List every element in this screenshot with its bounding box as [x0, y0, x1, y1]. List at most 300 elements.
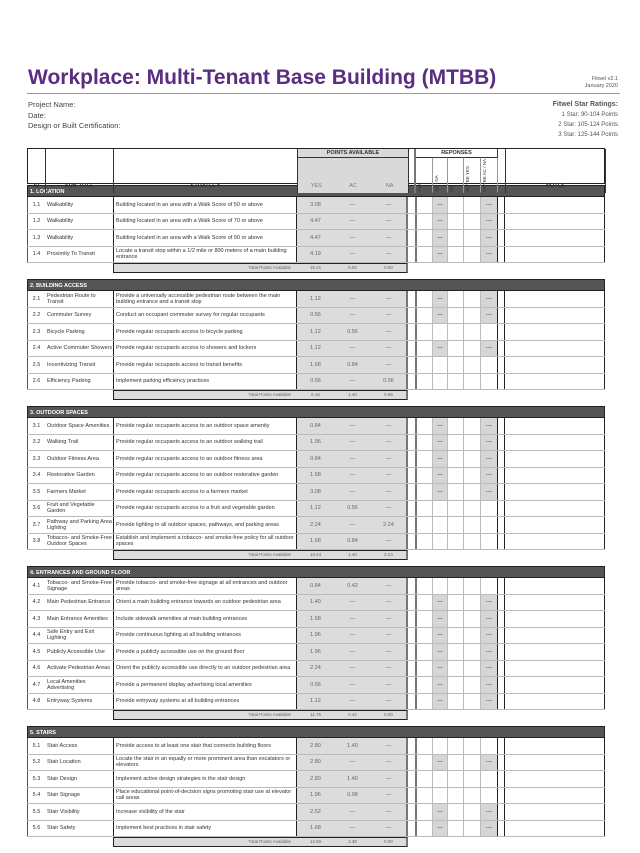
response-yes-cell[interactable] [415, 357, 432, 373]
points-yes: 1.40 [297, 595, 334, 611]
notes-cell[interactable] [505, 501, 605, 517]
response-no-cell[interactable] [447, 484, 463, 500]
response-maybe-acna-cell[interactable]: — [480, 247, 497, 263]
response-acna-cell[interactable] [432, 771, 447, 787]
response-no-cell[interactable] [447, 291, 463, 307]
notes-cell[interactable] [505, 230, 605, 246]
response-maybe-acna-cell[interactable]: — [480, 595, 497, 611]
response-maybe-yes-cell[interactable] [463, 435, 480, 451]
response-maybe-acna-cell[interactable]: — [480, 291, 497, 307]
response-maybe-acna-cell[interactable]: — [480, 418, 497, 434]
notes-cell[interactable] [505, 357, 605, 373]
row-id: 3.6 [27, 501, 45, 517]
row-subtitle: Tobacco- and Smoke-Free Outdoor Spaces [47, 535, 112, 548]
spacer [497, 694, 505, 710]
points-yes: 1.12 [297, 291, 334, 307]
response-no-cell[interactable] [447, 611, 463, 627]
response-no-cell[interactable] [447, 341, 463, 357]
notes-cell[interactable] [505, 694, 605, 710]
table-row [27, 755, 605, 772]
table-row [27, 694, 605, 711]
response-no-cell[interactable] [447, 804, 463, 820]
points-ac: 0.56 [334, 501, 371, 517]
col-r-yes: YES [416, 158, 433, 193]
points-na: — [371, 324, 408, 340]
response-maybe-acna-cell[interactable] [480, 501, 497, 517]
response-maybe-yes-cell[interactable] [463, 694, 480, 710]
response-no-cell[interactable] [447, 374, 463, 390]
total-value: 16.21 [297, 263, 334, 273]
response-maybe-yes-cell[interactable] [463, 534, 480, 550]
spacer [408, 214, 415, 230]
points-na: — [371, 694, 408, 710]
response-yes-cell[interactable] [415, 501, 432, 517]
response-maybe-acna-cell[interactable]: — [480, 644, 497, 660]
response-no-cell[interactable] [447, 677, 463, 693]
response-yes-cell[interactable] [415, 534, 432, 550]
response-no-cell[interactable] [447, 197, 463, 213]
points-yes: 2.24 [297, 661, 334, 677]
response-no-cell[interactable] [447, 230, 463, 246]
response-maybe-acna-cell[interactable]: — [480, 611, 497, 627]
row-subtitle: Stair Access [47, 742, 78, 749]
response-no-cell[interactable] [447, 324, 463, 340]
points-ac: — [334, 341, 371, 357]
response-yes-cell[interactable] [415, 738, 432, 754]
spacer [408, 644, 415, 660]
col-r-maybe-yes: MAYBE YES [464, 158, 481, 193]
spacer [497, 341, 505, 357]
response-no-cell[interactable] [447, 628, 463, 644]
response-yes-cell[interactable] [415, 517, 432, 533]
response-maybe-yes-cell[interactable] [463, 611, 480, 627]
spacer [27, 837, 45, 847]
notes-cell[interactable] [505, 418, 605, 434]
response-yes-cell[interactable] [415, 247, 432, 263]
response-no-cell[interactable] [447, 247, 463, 263]
response-yes-cell[interactable] [415, 821, 432, 837]
notes-cell[interactable] [505, 661, 605, 677]
row-strategy: Provide regular occupants access to bicycle parking [113, 324, 297, 340]
response-acna-cell[interactable] [432, 578, 447, 594]
response-maybe-acna-cell[interactable]: — [480, 821, 497, 837]
points-ac: — [334, 755, 371, 771]
row-subtitle: Outdoor Fitness Area [47, 455, 99, 462]
response-maybe-acna-cell[interactable]: — [480, 677, 497, 693]
response-maybe-yes-cell[interactable] [463, 484, 480, 500]
response-yes-cell[interactable] [415, 788, 432, 804]
row-subtitle: Stair Signage [47, 792, 81, 799]
response-acna-cell[interactable]: — [432, 451, 447, 467]
notes-cell[interactable] [505, 788, 605, 804]
table-row [27, 341, 605, 358]
row-subtitle: Commuter Survey [47, 312, 92, 319]
response-acna-cell[interactable] [432, 357, 447, 373]
response-acna-cell[interactable]: — [432, 291, 447, 307]
notes-cell[interactable] [505, 214, 605, 230]
notes-cell[interactable] [505, 534, 605, 550]
response-maybe-yes-cell[interactable] [463, 788, 480, 804]
response-acna-cell[interactable]: — [432, 484, 447, 500]
response-maybe-yes-cell[interactable] [463, 247, 480, 263]
response-yes-cell[interactable] [415, 628, 432, 644]
response-yes-cell[interactable] [415, 341, 432, 357]
row-id: 2.4 [27, 341, 45, 357]
points-na: — [371, 247, 408, 263]
response-maybe-yes-cell[interactable] [463, 738, 480, 754]
response-no-cell[interactable] [447, 451, 463, 467]
response-maybe-yes-cell[interactable] [463, 578, 480, 594]
response-maybe-acna-cell[interactable] [480, 788, 497, 804]
response-maybe-yes-cell[interactable] [463, 324, 480, 340]
notes-cell[interactable] [505, 374, 605, 390]
col-r-acna: AC / NA [433, 158, 448, 193]
response-acna-cell[interactable]: — [432, 214, 447, 230]
notes-cell[interactable] [505, 804, 605, 820]
date-label: Date: [28, 110, 46, 120]
notes-cell[interactable] [505, 771, 605, 787]
points-ac: — [334, 804, 371, 820]
response-maybe-yes-cell[interactable] [463, 595, 480, 611]
response-yes-cell[interactable] [415, 595, 432, 611]
response-acna-cell[interactable]: — [432, 821, 447, 837]
response-yes-cell[interactable] [415, 661, 432, 677]
response-maybe-yes-cell[interactable] [463, 374, 480, 390]
points-ac: — [334, 435, 371, 451]
notes-cell[interactable] [505, 324, 605, 340]
response-acna-cell[interactable]: — [432, 644, 447, 660]
response-yes-cell[interactable] [415, 468, 432, 484]
spacer [45, 550, 113, 560]
response-maybe-yes-cell[interactable] [463, 804, 480, 820]
response-yes-cell[interactable] [415, 484, 432, 500]
response-maybe-yes-cell[interactable] [463, 677, 480, 693]
notes-cell[interactable] [505, 628, 605, 644]
response-maybe-acna-cell[interactable]: — [480, 214, 497, 230]
response-yes-cell[interactable] [415, 374, 432, 390]
points-ac: — [334, 644, 371, 660]
row-id: 4.2 [27, 595, 45, 611]
response-no-cell[interactable] [447, 694, 463, 710]
col-r-maybe-acna: MAYBE AC / NA [481, 158, 498, 193]
response-maybe-yes-cell[interactable] [463, 308, 480, 324]
response-yes-cell[interactable] [415, 230, 432, 246]
table-row [27, 578, 605, 595]
response-acna-cell[interactable] [432, 324, 447, 340]
response-acna-cell[interactable]: — [432, 694, 447, 710]
row-subtitle: Pathway and Parking Area Lighting [47, 518, 112, 531]
response-yes-cell[interactable] [415, 197, 432, 213]
row-id: 3.4 [27, 468, 45, 484]
response-maybe-acna-cell[interactable] [480, 578, 497, 594]
response-acna-cell[interactable]: — [432, 435, 447, 451]
spacer [408, 661, 415, 677]
response-yes-cell[interactable] [415, 611, 432, 627]
points-na: — [371, 197, 408, 213]
response-acna-cell[interactable]: — [432, 755, 447, 771]
row-strategy: Building located in an area with a Walk Score of 70 or above [113, 214, 297, 230]
response-acna-cell[interactable]: — [432, 595, 447, 611]
response-yes-cell[interactable] [415, 435, 432, 451]
response-acna-cell[interactable]: — [432, 247, 447, 263]
notes-cell[interactable] [505, 595, 605, 611]
total-value: 1.40 [334, 550, 371, 560]
response-maybe-acna-cell[interactable]: — [480, 451, 497, 467]
response-maybe-yes-cell[interactable] [463, 755, 480, 771]
row-id: 3.8 [27, 534, 45, 550]
response-acna-cell[interactable]: — [432, 308, 447, 324]
row-strategy: Provide regular occupants access to an outdoor fitness area [113, 451, 297, 467]
points-na: — [371, 578, 408, 594]
response-no-cell[interactable] [447, 661, 463, 677]
spacer [497, 595, 505, 611]
spacer [408, 755, 415, 771]
response-maybe-yes-cell[interactable] [463, 357, 480, 373]
response-acna-cell[interactable] [432, 534, 447, 550]
response-maybe-yes-cell[interactable] [463, 501, 480, 517]
points-na: — [371, 788, 408, 804]
response-maybe-yes-cell[interactable] [463, 214, 480, 230]
table-row [27, 291, 605, 308]
rating-1: 1 Star: 90-104 Points [561, 112, 618, 118]
response-maybe-yes-cell[interactable] [463, 644, 480, 660]
notes-cell[interactable] [505, 644, 605, 660]
total-label: Total Points Available [113, 710, 297, 720]
response-yes-cell[interactable] [415, 804, 432, 820]
response-maybe-acna-cell[interactable] [480, 771, 497, 787]
response-acna-cell[interactable] [432, 517, 447, 533]
response-no-cell[interactable] [447, 501, 463, 517]
response-maybe-yes-cell[interactable] [463, 291, 480, 307]
response-no-cell[interactable] [447, 644, 463, 660]
notes-cell[interactable] [505, 341, 605, 357]
response-acna-cell[interactable]: — [432, 661, 447, 677]
response-maybe-acna-cell[interactable]: — [480, 628, 497, 644]
response-yes-cell[interactable] [415, 308, 432, 324]
response-maybe-acna-cell[interactable] [480, 517, 497, 533]
response-yes-cell[interactable] [415, 291, 432, 307]
response-maybe-yes-cell[interactable] [463, 628, 480, 644]
response-yes-cell[interactable] [415, 324, 432, 340]
row-id: 4.8 [27, 694, 45, 710]
response-yes-cell[interactable] [415, 644, 432, 660]
response-no-cell[interactable] [447, 435, 463, 451]
points-na: — [371, 484, 408, 500]
row-strategy: Provide regular occupants access to an outdoor walking trail [113, 435, 297, 451]
response-no-cell[interactable] [447, 418, 463, 434]
row-strategy: Provide regular occupants access to transit benefits [113, 357, 297, 373]
response-acna-cell[interactable] [432, 788, 447, 804]
response-maybe-acna-cell[interactable] [480, 357, 497, 373]
table-row [27, 644, 605, 661]
points-ac: 0.56 [334, 324, 371, 340]
total-row [27, 837, 605, 847]
row-subtitle: Walkability [47, 234, 74, 241]
notes-cell[interactable] [505, 821, 605, 837]
response-yes-cell[interactable] [415, 755, 432, 771]
points-na: — [371, 291, 408, 307]
spacer [408, 534, 415, 550]
response-maybe-acna-cell[interactable]: — [480, 468, 497, 484]
notes-cell[interactable] [505, 517, 605, 533]
points-ac: — [334, 611, 371, 627]
row-id: 2.2 [27, 308, 45, 324]
total-row [27, 263, 605, 273]
response-acna-cell[interactable] [432, 738, 447, 754]
response-maybe-yes-cell[interactable] [463, 230, 480, 246]
response-maybe-acna-cell[interactable]: — [480, 755, 497, 771]
notes-cell[interactable] [505, 677, 605, 693]
spacer [497, 324, 505, 340]
document-title: Workplace: Multi-Tenant Base Building (MTBB) [28, 66, 497, 89]
row-strategy: Provide regular occupants access to a fruit and vegetable garden [113, 501, 297, 517]
response-acna-cell[interactable]: — [432, 197, 447, 213]
col-notes: NOTES [506, 149, 606, 193]
response-no-cell[interactable] [447, 578, 463, 594]
response-no-cell[interactable] [447, 534, 463, 550]
notes-cell[interactable] [505, 197, 605, 213]
notes-cell[interactable] [505, 247, 605, 263]
response-yes-cell[interactable] [415, 694, 432, 710]
response-maybe-acna-cell[interactable] [480, 374, 497, 390]
response-maybe-yes-cell[interactable] [463, 771, 480, 787]
response-maybe-yes-cell[interactable] [463, 418, 480, 434]
response-maybe-yes-cell[interactable] [463, 821, 480, 837]
response-maybe-acna-cell[interactable] [480, 738, 497, 754]
col-subtitle: SUB-TITLE [46, 149, 114, 193]
response-no-cell[interactable] [447, 214, 463, 230]
response-maybe-acna-cell[interactable]: — [480, 804, 497, 820]
response-no-cell[interactable] [447, 738, 463, 754]
notes-cell[interactable] [505, 738, 605, 754]
notes-cell[interactable] [505, 435, 605, 451]
response-maybe-yes-cell[interactable] [463, 451, 480, 467]
row-id: 1.2 [27, 214, 45, 230]
points-na: — [371, 468, 408, 484]
table-row [27, 517, 605, 534]
response-acna-cell[interactable]: — [432, 804, 447, 820]
response-maybe-acna-cell[interactable]: — [480, 308, 497, 324]
points-na: — [371, 214, 408, 230]
response-yes-cell[interactable] [415, 418, 432, 434]
col-id: ID [28, 149, 46, 193]
title-divider [27, 93, 620, 94]
table-row [27, 435, 605, 452]
response-no-cell[interactable] [447, 771, 463, 787]
response-acna-cell[interactable]: — [432, 418, 447, 434]
response-acna-cell[interactable]: — [432, 341, 447, 357]
points-yes: 1.12 [297, 341, 334, 357]
table-row [27, 484, 605, 501]
response-acna-cell[interactable]: — [432, 677, 447, 693]
row-strategy: Locate a transit stop within a 1/2 mile or 800 meters of a main building entrance [113, 247, 297, 263]
spacer [408, 324, 415, 340]
points-yes: 1.68 [297, 611, 334, 627]
response-maybe-acna-cell[interactable] [480, 324, 497, 340]
response-maybe-acna-cell[interactable]: — [480, 341, 497, 357]
response-no-cell[interactable] [447, 517, 463, 533]
response-yes-cell[interactable] [415, 214, 432, 230]
response-no-cell[interactable] [447, 468, 463, 484]
notes-cell[interactable] [505, 755, 605, 771]
spacer [497, 468, 505, 484]
response-no-cell[interactable] [447, 755, 463, 771]
spacer [497, 374, 505, 390]
col-na: NA [385, 182, 394, 189]
response-maybe-yes-cell[interactable] [463, 517, 480, 533]
row-subtitle: Fruit and Vegetable Garden [47, 502, 95, 515]
row-subtitle: Active Commuter Showers [47, 345, 113, 352]
spacer [408, 484, 415, 500]
response-maybe-acna-cell[interactable] [480, 534, 497, 550]
rating-2: 2 Star: 105-124 Points [558, 122, 618, 128]
response-acna-cell[interactable]: — [432, 611, 447, 627]
response-maybe-acna-cell[interactable]: — [480, 435, 497, 451]
response-maybe-acna-cell[interactable]: — [480, 661, 497, 677]
response-maybe-acna-cell[interactable]: — [480, 484, 497, 500]
row-subtitle: Main Pedestrian Entrance [47, 599, 111, 606]
notes-cell[interactable] [505, 308, 605, 324]
response-acna-cell[interactable]: — [432, 230, 447, 246]
response-acna-cell[interactable] [432, 374, 447, 390]
response-maybe-acna-cell[interactable]: — [480, 230, 497, 246]
response-maybe-yes-cell[interactable] [463, 661, 480, 677]
response-yes-cell[interactable] [415, 771, 432, 787]
points-na: — [371, 611, 408, 627]
row-id: 4.3 [27, 611, 45, 627]
response-no-cell[interactable] [447, 788, 463, 804]
row-strategy: Place educational point-of-decision signs promoting stair use at elevator call areas [113, 788, 297, 804]
response-yes-cell[interactable] [415, 578, 432, 594]
row-subtitle: Proximity To Transit [47, 251, 95, 258]
response-maybe-acna-cell[interactable]: — [480, 197, 497, 213]
response-no-cell[interactable] [447, 821, 463, 837]
response-maybe-yes-cell[interactable] [463, 468, 480, 484]
response-no-cell[interactable] [447, 308, 463, 324]
spacer [497, 771, 505, 787]
points-ac: 0.84 [334, 534, 371, 550]
row-id: 5.1 [27, 738, 45, 754]
response-yes-cell[interactable] [415, 451, 432, 467]
spacer [497, 197, 505, 213]
response-acna-cell[interactable]: — [432, 468, 447, 484]
table-row [27, 357, 605, 374]
notes-cell[interactable] [505, 468, 605, 484]
spacer [27, 710, 45, 720]
points-na: — [371, 418, 408, 434]
points-na: — [371, 357, 408, 373]
notes-cell[interactable] [505, 291, 605, 307]
row-id: 2.3 [27, 324, 45, 340]
response-acna-cell[interactable] [432, 501, 447, 517]
points-na: — [371, 821, 408, 837]
response-yes-cell[interactable] [415, 677, 432, 693]
row-strategy: Implement best practices in stair safety [113, 821, 297, 837]
notes-cell[interactable] [505, 611, 605, 627]
response-no-cell[interactable] [447, 595, 463, 611]
response-maybe-yes-cell[interactable] [463, 341, 480, 357]
response-maybe-yes-cell[interactable] [463, 197, 480, 213]
response-no-cell[interactable] [447, 357, 463, 373]
notes-cell[interactable] [505, 578, 605, 594]
col-strategy: STRATEGY [114, 149, 298, 193]
response-acna-cell[interactable]: — [432, 628, 447, 644]
response-maybe-acna-cell[interactable]: — [480, 694, 497, 710]
points-yes: 0.56 [297, 308, 334, 324]
table-row [27, 247, 605, 264]
notes-cell[interactable] [505, 451, 605, 467]
notes-cell[interactable] [505, 484, 605, 500]
